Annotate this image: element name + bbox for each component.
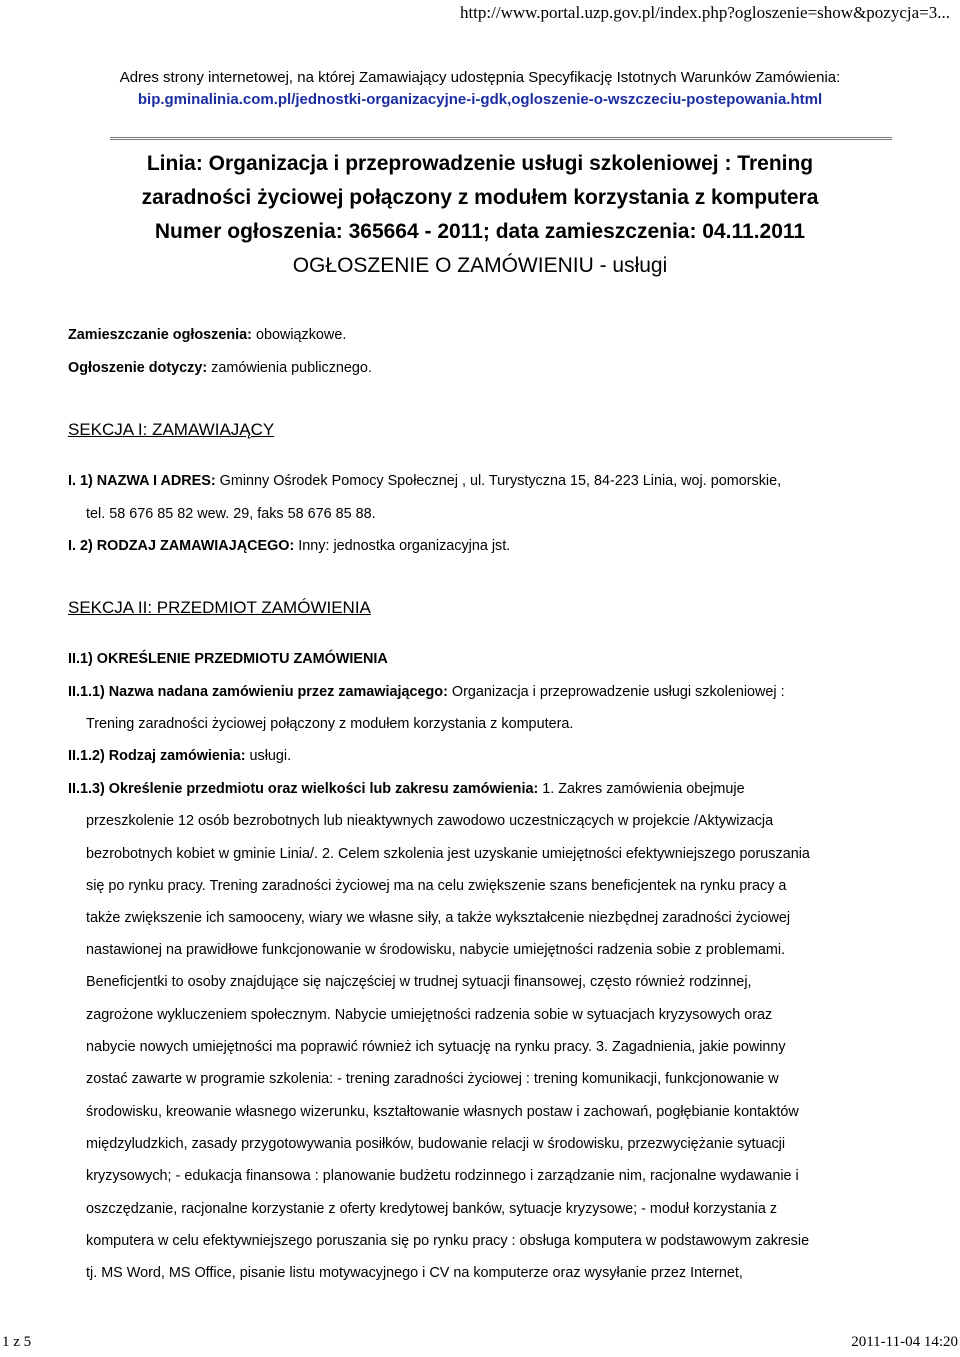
scope-line: nabycie nowych umiejętności ma poprawić również ich sytuację na rynku pracy. 3. Zagadnienia, jakie powinny xyxy=(86,1039,786,1055)
notice-title-line-1: Linia: Organizacja i przeprowadzenie usługi szkoleniowej : Trening xyxy=(146,152,814,175)
notice-number: Numer ogłoszenia: 365664 - 2011; data zamieszczenia: 04.11.2011 xyxy=(154,220,806,243)
notice-title-line-2: zaradności życiowej połączony z modułem korzystania z komputera xyxy=(141,186,819,209)
placement-value: obowiązkowe. xyxy=(255,327,347,343)
scope-line: się po rynku pracy. Trening zaradności życiowej ma na celu zwiększenie szans beneficjentek na rynku pracy a xyxy=(86,878,787,894)
scope-line: międzyludzkich, zasady przygotowywania posiłków, budowanie relacji w środowisku, przezwyciężanie sytuacji xyxy=(86,1136,786,1152)
page-counter: 1 z 5 xyxy=(2,1334,32,1350)
concerns-label: Ogłoszenie dotyczy: xyxy=(68,360,208,376)
contracting-type-row xyxy=(68,538,510,554)
scope-line: zagrożone wykluczeniem społecznym. Nabycie umiejętności radzenia sobie w sytuacjach kryzysowych oraz xyxy=(86,1007,773,1023)
scope-line: zostać zawarte w programie szkolenia: - trening zaradności życiowej : trening komunikacji, funkcjonowanie w xyxy=(86,1071,779,1087)
scope-line: Beneficjentki to osoby znajdujące się najczęściej w trudnej sytuacji finansowej, często również rodzinnej, xyxy=(86,974,752,990)
siwz-url-link[interactable]: bip.gminalinia.com.pl/jednostki-organizacyjne-i-gdk,ogloszenie-o-wszczeciu-postepowania.html xyxy=(137,91,823,108)
address-row-2: tel. 58 676 85 82 wew. 29, faks 58 676 85 88. xyxy=(86,506,376,522)
order-name-row-2: Trening zaradności życiowej połączony z modułem korzystania z komputera. xyxy=(86,716,574,732)
scope-row xyxy=(68,781,745,797)
scope-first: 1. Zakres zamówienia obejmuje xyxy=(542,781,745,797)
address-row xyxy=(68,473,781,489)
order-name-label: II.1.1) Nazwa nadana zamówieniu przez zamawiającego: xyxy=(68,684,448,700)
subject-subheading-text: II.1) OKREŚLENIE PRZEDMIOTU ZAMÓWIENIA xyxy=(68,651,388,667)
scope-line: kryzysowych; - edukacja finansowa : planowanie budżetu rodzinnego i zarządzanie nim, racjonalne wydawanie i xyxy=(86,1168,799,1184)
scope-line: bezrobotnych kobiet w gminie Linia/. 2. Celem szkolenia jest uzyskanie umiejętności efektywniejszego poruszania xyxy=(86,846,810,862)
placement-row xyxy=(68,327,346,343)
scope-line: oszczędzanie, racjonalne korzystanie z oferty kredytowej banków, sytuacje kryzysowe; - moduł korzystania z xyxy=(86,1201,778,1217)
scope-line: tj. MS Word, MS Office, pisanie listu motywacyjnego i CV na komputerze oraz wysyłanie przez Internet, xyxy=(86,1265,743,1281)
horizontal-rule xyxy=(110,137,892,140)
scope-line: nastawionej na prawidłowe funkcjonowanie w środowisku, nabycie umiejętności radzenia sobie z problemami. xyxy=(86,942,786,958)
order-kind-value: usługi. xyxy=(249,748,292,764)
scope-line: także zwiększenie ich samooceny, wiary we własne siły, a także wykształcenie niezbędnej zaradności życiowej xyxy=(86,910,791,926)
address-label: I. 1) NAZWA I ADRES: xyxy=(68,473,216,489)
contracting-type-value: Inny: jednostka organizacyjna jst. xyxy=(298,538,511,554)
concerns-row xyxy=(68,360,372,376)
print-datetime: 2011-11-04 14:20 xyxy=(851,1334,958,1350)
subject-subheading xyxy=(68,651,388,667)
order-kind-row xyxy=(68,748,291,764)
scope-line: środowisku, kreowanie własnego wizerunku, kształtowanie własnych postaw i zachowań, pogłębianie kontaktów xyxy=(86,1104,799,1120)
concerns-value: zamówienia publicznego. xyxy=(211,360,372,376)
contracting-type-label: I. 2) RODZAJ ZAMAWIAJĄCEGO: xyxy=(68,538,295,554)
order-name-row xyxy=(68,684,785,700)
section-1-heading: SEKCJA I: ZAMAWIAJĄCY xyxy=(68,420,275,439)
placement-label: Zamieszczanie ogłoszenia: xyxy=(68,327,252,343)
address-value: Gminny Ośrodek Pomocy Społecznej , ul. Turystyczna 15, 84-223 Linia, woj. pomorskie, xyxy=(219,473,782,489)
scope-line: przeszkolenie 12 osób bezrobotnych lub nieaktywnych zawodowo uczestniczących w projekcie /Aktywizacja xyxy=(86,813,774,829)
siwz-address-label: Adres strony internetowej, na której Zamawiający udostępnia Specyfikację Istotnych Warunków Zamówienia: xyxy=(119,69,841,86)
scope-label: II.1.3) Określenie przedmiotu oraz wielkości lub zakresu zamówienia: xyxy=(68,781,539,797)
section-2-heading: SEKCJA II: PRZEDMIOT ZAMÓWIENIA xyxy=(68,598,371,617)
header-url: http://www.portal.uzp.gov.pl/index.php?ogloszenie=show&pozycja=3... xyxy=(459,3,950,22)
order-kind-label: II.1.2) Rodzaj zamówienia: xyxy=(68,748,246,764)
notice-type: OGŁOSZENIE O ZAMÓWIENIU - usługi xyxy=(292,254,668,277)
scope-line: komputera w celu efektywniejszego poruszania się po rynku pracy : obsługa komputera w podstawowym zakresie xyxy=(86,1233,810,1249)
order-name-value: Organizacja i przeprowadzenie usługi szkoleniowej : xyxy=(451,684,785,700)
